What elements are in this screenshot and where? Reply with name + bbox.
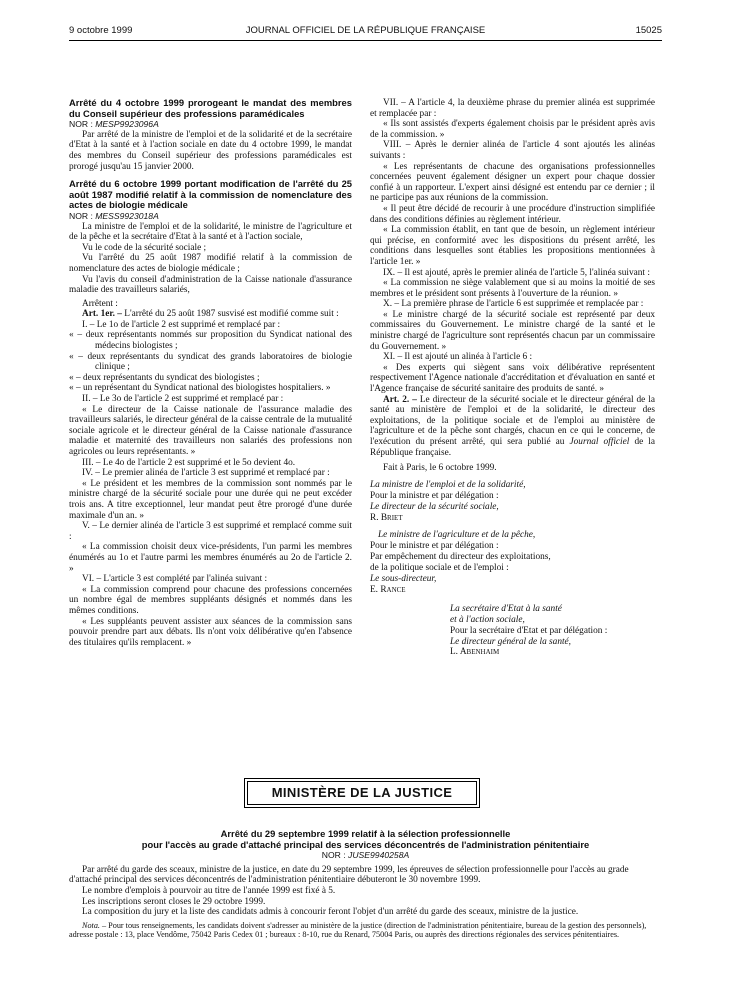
justice-decree [69,829,662,940]
decree-title-1: Arrêté du 4 octobre 1999 prorogeant le mandat des membres du Conseil supérieur des professions paramédicales [69,97,352,119]
list-item: « – un représentant du Syndicat national des biologistes hospitaliers. » [69,383,331,394]
paragraph: XI. – Il est ajouté un alinéa à l'article 6 : [383,352,533,363]
paragraph: « La commission établit, en tant que de besoin, un règlement intérieur qui précise, en conformité avec les dispositions du présent arrêté, les conditions dans lesquelles sont établies les propositions mentionnées à l'article 1er. » [370,225,655,267]
list-item: « – deux représentants nommés sur proposition du Syndicat national des médecins biologistes ; [69,330,352,352]
paragraph: « Ils sont assistés d'experts également choisis par le président après avis de la commission. » [370,119,655,140]
decree-body-1: Par arrêté de la ministre de l'emploi et de la solidarité et de la secrétaire d'Etat à la santé et à l'action sociale en date du 4 octobre 1999, le mandat des membres du Conseil supérieur des professions paramédicales est prorogé jusqu'au 15 janvier 2000. [69,129,352,172]
paragraph: Les inscriptions seront closes le 29 octobre 1999. [82,896,266,907]
paragraph: VIII. – Après le dernier alinéa de l'article 4 sont ajoutés les alinéas suivants : [370,140,655,161]
paragraph: La ministre de l'emploi et de la solidarité, le ministre de l'agriculture et de la pêche et la secrétaire d'Etat à la santé et à l'action sociale, [69,221,352,243]
nor-ref-3: NOR : JUSE9940258A [321,850,410,861]
paragraph: Par arrêté du garde des sceaux, ministre de la justice, en date du 29 septembre 1999, les épreuves de sélection professionnelle pour l'accès au grade d'attaché principal des services déconcentrés de l'administration pénitentiaire débuteront le 30 novembre 1999. [69,864,629,886]
paragraph: « La commission ne siège valablement que si au moins la moitié de ses membres et le président sont présents à l'ouverture de la réunion. » [370,278,655,299]
paragraph: La composition du jury et la liste des candidats admis à concourir feront l'objet d'un arrêté du garde des sceaux, ministre de la justice. [82,907,579,918]
list-item: « – deux représentants du syndicat des grands laboratoires de biologie clinique ; [69,351,352,373]
article-2: Art. 2. – Le directeur de la sécurité sociale et le directeur général de la santé au ministère de l'emploi et de la solidarité, le directeur des exploitations, de la politique sociale et de l'emploi au ministère de l'agriculture et de la pêche sont chargés, chacun en ce qui le concerne, de l'exécution du présent arrêté, qui sera publié au Journal officiel de la République française. [370,394,656,458]
nor-ref-2: NOR : MESS9923018A [69,210,159,221]
paragraph: X. – La première phrase de l'article 6 est supprimée et remplacée par : [383,299,644,310]
right-column [370,98,655,658]
header-page-number: 15025 [635,25,662,36]
paragraph: Vu l'avis du conseil d'administration de la Caisse nationale d'assurance maladie des travailleurs salariés, [69,274,352,296]
paragraph: IV. – Le premier alinéa de l'article 3 est supprimé et remplacé par : [82,468,330,479]
footnote: Nota. – Pour tous renseignements, les candidats doivent s'adresser au ministère de la justice (direction de l'administration pénitentiaire, bureau de la gestion des personnels), adresse postale : 13, place Vendôme, 75042 Paris Cedex 01 ; bureaux : 8-10, rue du Renard, 75004 Paris, ou auprès des directions régionales des services pénitentiaires. [69,920,647,940]
paragraph: « Des experts qui siègent sans voix délibérative représentent respectivement l'Agence nationale d'accréditation et d'évaluation en santé et l'Agence française de sécurité sanitaire des produits de santé. » [370,362,655,395]
paragraph: VII. – A l'article 4, la deuxième phrase du premier alinéa est supprimée et remplacée par : [370,98,655,119]
paragraph: « Le président et les membres de la commission sont nommés par le ministre chargé de la sécurité sociale pour une durée qui ne peut excéder trois ans. A titre exceptionnel, leur mandat peut être prorogé d'une durée maximale d'un an. » [69,478,352,521]
paragraph: IX. – Il est ajouté, après le premier alinéa de l'article 5, l'alinéa suivant : [383,267,650,278]
signature-block-1: La ministre de l'emploi et de la solidarité, Pour la ministre et par délégation : Le directeur de la sécurité sociale, R. Briet [370,479,526,523]
paragraph: II. – Le 3o de l'article 2 est supprimé et remplacé par : [82,394,284,405]
decree-title-2: Arrêté du 6 octobre 1999 portant modification de l'arrêté du 25 août 1987 modifié relatif à la commission de nomenclature des actes de biologie médicale [69,178,352,211]
paragraph: I. – Le 1o de l'article 2 est supprimé et remplacé par : [82,319,281,330]
paragraph: III. – Le 4o de l'article 2 est supprimé et le 5o devient 4o. [82,457,296,468]
list-item: « – deux représentants du syndicat des biologistes ; [69,372,260,383]
paragraph: Le nombre d'emplois à pourvoir au titre de l'année 1999 est fixé à 5. [82,885,336,896]
paragraph: « Les représentants de chacune des organisations professionnelles concernées peuvent également désigner un expert pour chaque dossier confié à un rapporteur. L'expert ainsi désigné est entendu par ce dernier ; il ne participe pas aux réunions de la commission. [370,161,655,204]
signature-date: Fait à Paris, le 6 octobre 1999. [383,463,497,474]
header-date: 9 octobre 1999 [69,25,133,36]
article-1: Art. 1er. – L'arrêté du 25 août 1987 susvisé est modifié comme suit : [82,309,339,320]
page-header [69,25,662,39]
header-journal-title: JOURNAL OFFICIEL DE LA RÉPUBLIQUE FRANÇAISE [245,25,486,36]
paragraph: « Il peut être décidé de recourir à une procédure d'instruction simplifiée dans des conditions définies au règlement intérieur. [370,203,655,225]
paragraph: « Les suppléants peuvent assister aux séances de la commission sans pouvoir prendre part aux débats. Ils n'ont voix délibérative qu'en l'absence des titulaires qu'ils remplacent. » [69,616,352,648]
paragraph: « La commission comprend pour chacune des professions concernées un nombre égal de membres suppléants désignés et nommés dans les mêmes conditions. [69,584,352,616]
paragraph: V. – Le dernier alinéa de l'article 3 est supprimé et remplacé comme suit : [69,521,352,542]
left-column [69,98,352,648]
paragraph: « La commission choisit deux vice-présidents, l'un parmi les membres énumérés au 1o et l'autre parmi les membres énumérés au 2o de l'article 2. » [69,542,352,574]
signature-block-3: La secrétaire d'Etat à la santé et à l'action sociale, Pour la secrétaire d'Etat et par délégation : Le directeur général de la santé, L. Abenhaim [450,603,608,658]
paragraph: VI. – L'article 3 est complété par l'alinéa suivant : [82,574,268,585]
signature-block-2: Le ministre de l'agriculture et de la pêche, Pour le ministre et par délégation : Par empêchement du directeur des exploitations, de la politique sociale et de l'emploi : Le sous-directeur, E. Rance [370,530,551,595]
arretent-line: Arrêtent : [82,298,118,309]
paragraph: Vu l'arrêté du 25 août 1987 modifié relatif à la commission de nomenclature des actes de biologie médicale ; [69,253,352,274]
paragraph: Vu le code de la sécurité sociale ; [82,242,207,253]
paragraph: « Le directeur de la Caisse nationale de l'assurance maladie des travailleurs salariés, le directeur général de la caisse centrale de la mutualité sociale agricole et le directeur général de la Caisse nationale d'assurance maladie et maternité des travailleurs non salariés des professions non agricoles ou leurs représentants. » [69,404,352,457]
nor-ref-1: NOR : MESP9923096A [69,119,159,130]
paragraph: « Le ministre chargé de la sécurité sociale est représenté par deux commissaires du Gouvernement. Le ministre chargé de la santé et le ministre chargé de l'agriculture sont représentés chacun par un commissaire du Gouvernement. » [370,309,655,352]
decree-title-3b: pour l'accès au grade d'attaché principal des services déconcentrés de l'administration pénitentiaire [141,838,590,850]
header-rule [69,40,662,41]
ministry-heading: MINISTÈRE DE LA JUSTICE [247,781,477,805]
decree-title-3a: Arrêté du 29 septembre 1999 relatif à la sélection professionnelle [220,828,511,839]
